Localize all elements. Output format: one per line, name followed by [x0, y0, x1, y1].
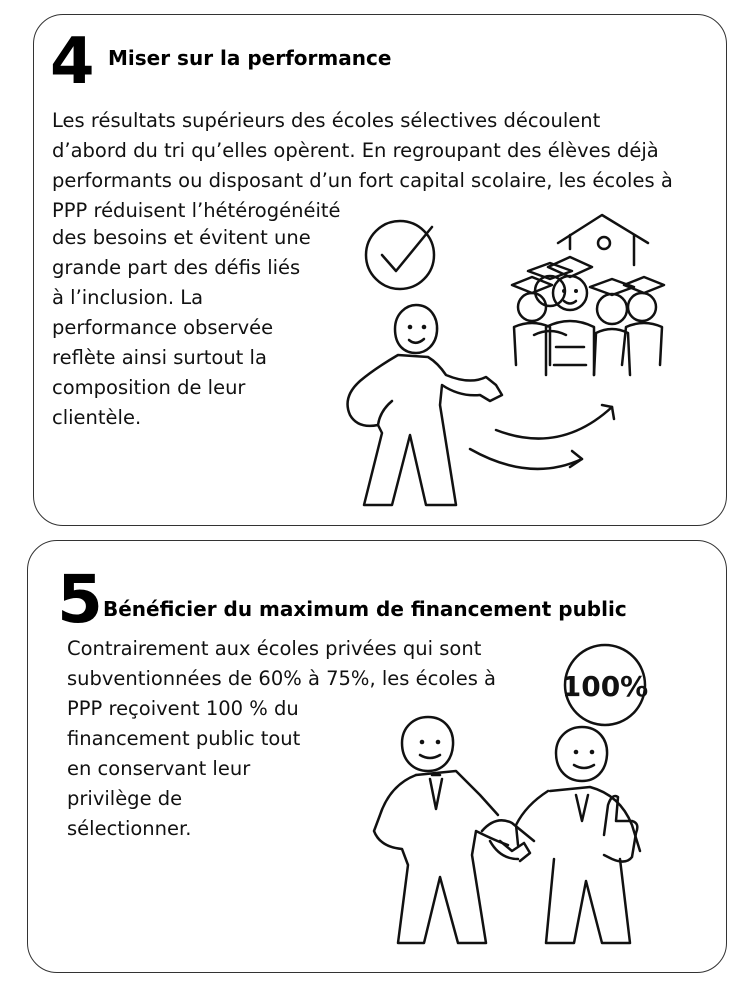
handshake-icon	[482, 820, 534, 861]
presenter-figure	[348, 305, 502, 505]
body-line: privilège de	[67, 787, 183, 810]
body-line: à l’inclusion. La	[52, 286, 204, 309]
body-line: performance observée	[52, 316, 274, 339]
body-line: d’abord du tri qu’elles opèrent. En regroupant des élèves déjà	[52, 139, 659, 162]
body-line: financement public tout	[67, 727, 301, 750]
section-number: 5	[57, 561, 103, 638]
body-line: Contrairement aux écoles privées qui sont	[67, 637, 482, 660]
section-title: Miser sur la performance	[108, 46, 392, 70]
body-line: subventionnées de 60% à 75%, les écoles à	[67, 667, 496, 690]
right-person-figure	[516, 727, 640, 943]
body-line: sélectionner.	[67, 817, 192, 840]
left-person-figure	[374, 717, 508, 943]
percent-badge	[562, 645, 649, 725]
person-gesturing-to-graduates-illustration	[320, 205, 680, 520]
graduates-group	[512, 215, 664, 375]
body-line: en conservant leur	[67, 757, 251, 780]
arrows-icon	[470, 405, 614, 469]
section-title: Bénéficier du maximum de financement public	[103, 597, 627, 621]
section-number: 4	[50, 25, 95, 99]
body-line: des besoins et évitent une	[52, 226, 311, 249]
handshake-illustration	[350, 645, 670, 950]
body-line: reflète ainsi surtout la	[52, 346, 267, 369]
body-line: Les résultats supérieurs des écoles sélectives découlent	[52, 109, 601, 132]
checkmark-icon	[366, 221, 434, 289]
body-line: PPP reçoivent 100 % du	[67, 697, 299, 720]
badge-text: 100%	[561, 670, 649, 703]
body-line: composition de leur	[52, 376, 246, 399]
body-line: clientèle.	[52, 406, 142, 429]
body-line: performants ou disposant d’un fort capital scolaire, les écoles à	[52, 169, 673, 192]
body-line: grande part des défis liés	[52, 256, 301, 279]
body-line: PPP réduisent l’hétérogénéité	[52, 199, 341, 222]
